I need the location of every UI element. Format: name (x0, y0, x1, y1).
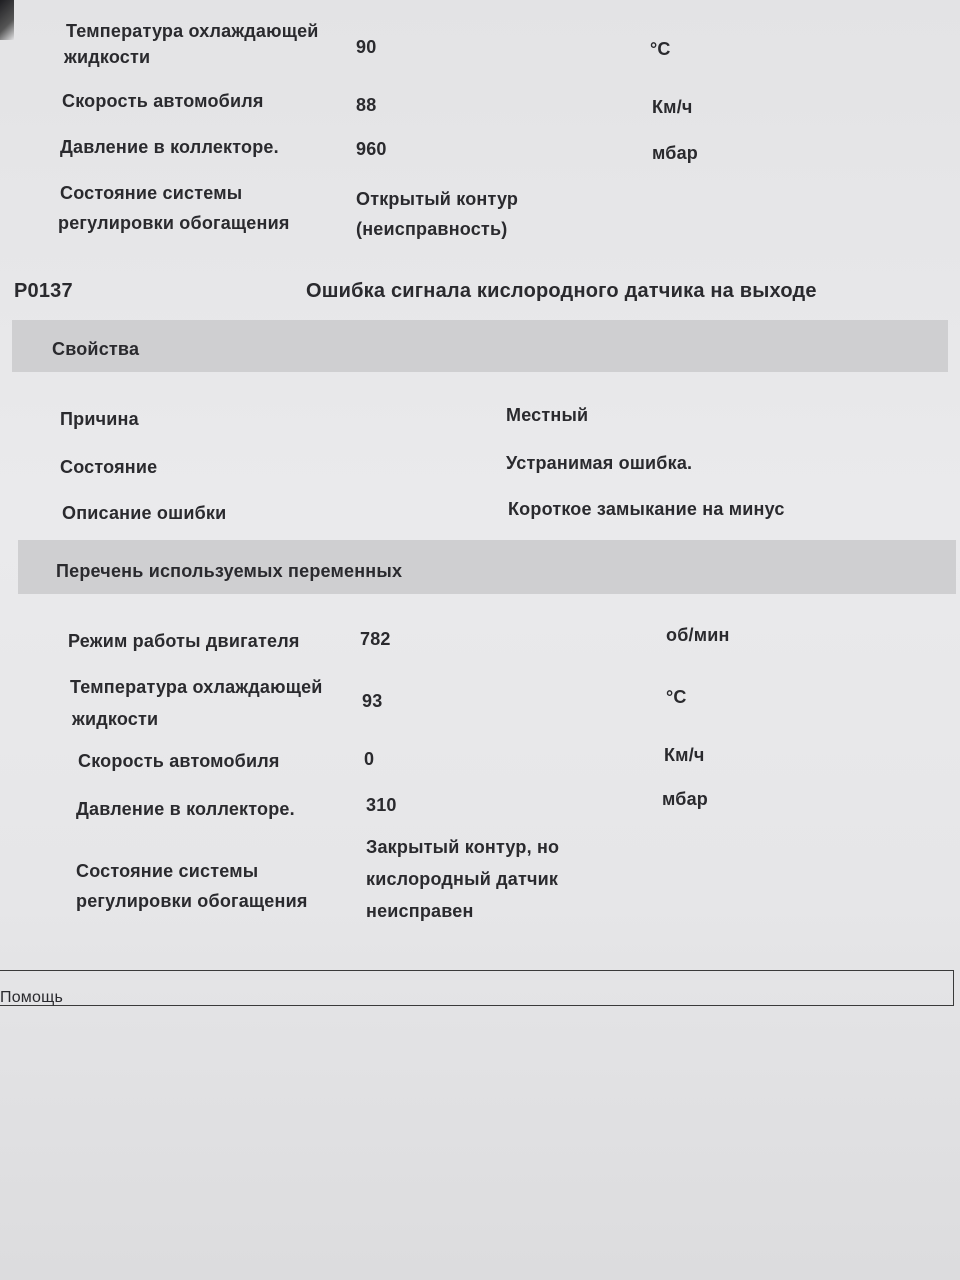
vehicle-speed-unit: Км/ч (652, 97, 693, 117)
coolant-temp2-label-line1: Температура охлаждающей (70, 677, 323, 697)
manifold-pressure2-unit: мбар (662, 789, 709, 809)
vehicle-speed2-value: 0 (364, 749, 375, 769)
mixture-system2-label-line1: Состояние системы (76, 861, 259, 881)
mixture-system2-value-line3: неисправен (366, 901, 474, 921)
manifold-pressure2-value: 310 (366, 795, 397, 815)
cause-label: Причина (60, 409, 139, 429)
mixture-system2-label-line2: регулировки обогащения (76, 891, 308, 911)
engine-speed-value: 782 (360, 629, 391, 649)
manifold-pressure-label: Давление в коллекторе. (60, 137, 279, 157)
coolant-temp2-unit: °C (666, 687, 687, 707)
coolant-temp2-label-line2: жидкости (72, 709, 159, 729)
mixture-system-value-line1: Открытый контур (356, 189, 519, 209)
coolant-temp-value: 90 (356, 37, 377, 57)
variables-header: Перечень используемых переменных (56, 561, 403, 581)
fault-code: P0137 (14, 280, 73, 302)
vehicle-speed2-unit: Км/ч (664, 745, 705, 765)
mixture-system2-value-line2: кислородный датчик (366, 869, 559, 889)
fault-description-value: Короткое замыкание на минус (508, 499, 785, 519)
state-label: Состояние (60, 457, 158, 477)
manifold-pressure-unit: мбар (652, 143, 699, 163)
properties-header: Свойства (52, 339, 140, 359)
properties-header-bar (12, 320, 948, 372)
engine-speed-unit: об/мин (666, 625, 730, 645)
fault-description-label: Описание ошибки (62, 503, 227, 523)
mixture-system-value-line2: (неисправность) (356, 219, 508, 239)
coolant-temp-label-line1: Температура охлаждающей (66, 21, 319, 41)
coolant-temp2-value: 93 (362, 691, 383, 711)
vehicle-speed2-label: Скорость автомобиля (78, 751, 280, 771)
help-label[interactable]: Помощь (0, 989, 63, 1006)
manifold-pressure-value: 960 (356, 139, 387, 159)
manifold-pressure2-label: Давление в коллекторе. (76, 799, 295, 819)
help-box[interactable] (0, 970, 954, 1006)
mixture-system2-value-line1: Закрытый контур, но (366, 837, 560, 857)
engine-speed-label: Режим работы двигателя (68, 631, 300, 651)
coolant-temp-label-line2: жидкости (64, 47, 151, 67)
mixture-system-label-line2: регулировки обогащения (58, 213, 290, 233)
state-value: Устранимая ошибка. (506, 453, 693, 473)
vehicle-speed-label: Скорость автомобиля (62, 91, 264, 111)
mixture-system-label-line1: Состояние системы (60, 183, 243, 203)
vehicle-speed-value: 88 (356, 95, 377, 115)
cause-value: Местный (506, 405, 589, 425)
page-corner-shadow (0, 0, 14, 40)
fault-title: Ошибка сигнала кислородного датчика на выходе (306, 280, 817, 302)
coolant-temp-unit: °C (650, 39, 671, 59)
